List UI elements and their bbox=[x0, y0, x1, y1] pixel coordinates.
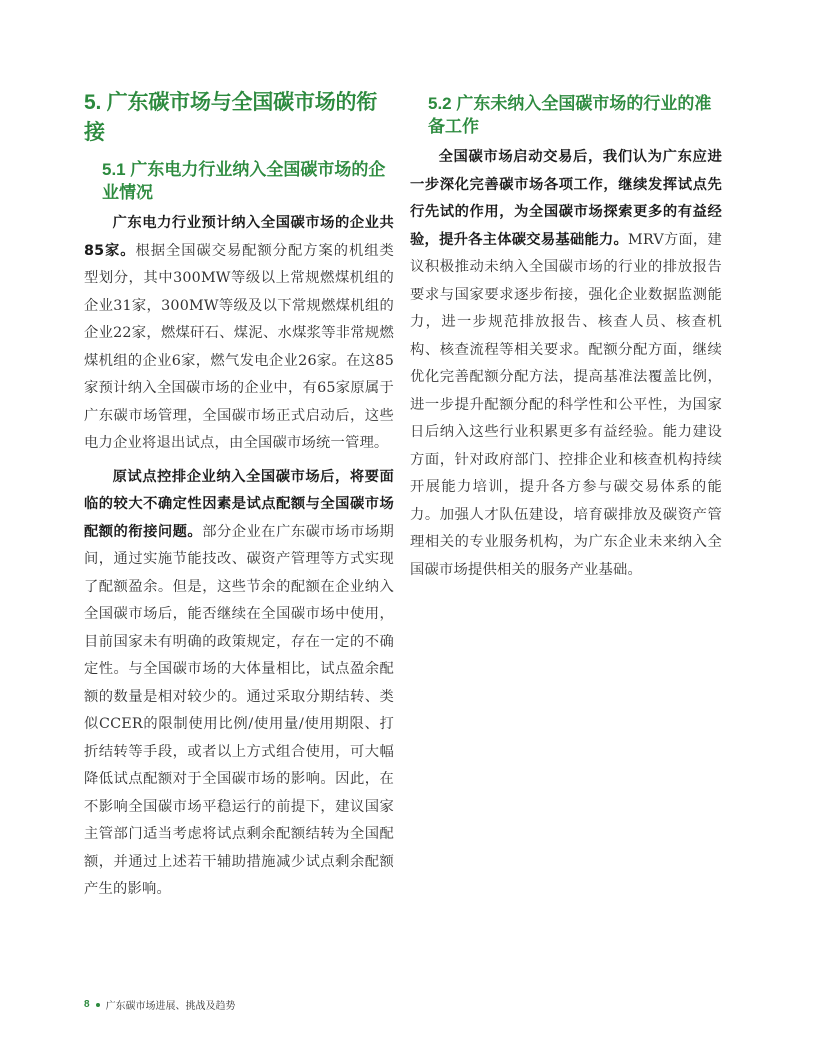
left-column bbox=[84, 88, 394, 910]
paragraph-2-body: 部分企业在广东碳市场市场期间，通过实施节能技改、碳资产管理等方式实现了配额盈余。但是，这些节余的配额在企业纳入全国碳市场后，能否继续在全国碳市场中使用，目前国家未有明确的政策规定，存在一定的不确定性。与全国碳市场的大体量相比，试点盈余配额的数量是相对较少的。通过采取分期结转、类似CCER的限制使用比例/使用量/使用期限、打折结转等手段，或者以上方式组合使用，可大幅降低试点配额对于全国碳市场的影响。因此，在不影响全国碳市场平稳运行的前提下，建议国家主管部门适当考虑将试点剩余配额结转为全国配额，并通过上述若干辅助措施减少试点剩余配额产生的影响。 bbox=[84, 523, 394, 897]
page-footer bbox=[84, 997, 236, 1012]
right-column bbox=[410, 88, 722, 590]
page-number: 8 bbox=[84, 999, 90, 1010]
subsection-title-5-1: 5.1 广东电力行业纳入全国碳市场的企业情况 bbox=[102, 160, 386, 202]
paragraph-1 bbox=[84, 210, 394, 458]
paragraph-3-lead: 全国碳市场启动交易后，我们认为广东应进一步深化完善碳市场各项工作，继续发挥试点先行先试的作用，为全国碳市场探索更多的有益经验，提升各主体碳交易基础能力。 bbox=[410, 149, 722, 248]
subsection-title-5-2: 5.2 广东未纳入全国碳市场的行业的准备工作 bbox=[428, 94, 712, 136]
paragraph-3 bbox=[410, 144, 722, 584]
paragraph-2 bbox=[84, 464, 394, 904]
paragraph-2-lead: 原试点控排企业纳入全国碳市场后，将要面临的较大不确定性因素是试点配额与全国碳市场配额的衔接问题。 bbox=[84, 468, 394, 540]
section-title: 5. 广东碳市场与全国碳市场的衔接 bbox=[84, 91, 378, 144]
paragraph-3-body: MRV方面，建议积极推动未纳入全国碳市场的行业的排放报告要求与国家要求逐步衔接，强化企业数据监测能力，进一步规范排放报告、核查人员、核查机构、核查流程等相关要求。配额分配方面，继续优化完善配额分配方法，提高基准法覆盖比例，进一步提升配额分配的科学性和公平性，为国家日后纳入这些行业积累更多有益经验。能力建设方面，针对政府部门、控排企业和核查机构持续开展能力培训，提升各方参与碳交易体系的能力。加强人才队伍建设，培育碳排放及碳资产管理相关的专业服务机构，为广东企业未来纳入全国碳市场提供相关的服务产业基础。 bbox=[410, 231, 722, 578]
footer-doc-title: 广东碳市场进展、挑战及趋势 bbox=[105, 1001, 236, 1012]
paragraph-1-lead: 广东电力行业预计纳入全国碳市场的企业共85家。 bbox=[84, 215, 394, 259]
bullet-dot-icon bbox=[96, 1003, 100, 1007]
paragraph-1-body: 根据全国碳交易配额分配方案的机组类型划分，其中300MW等级以上常规燃煤机组的企业31家，300MW等级及以下常规燃煤机组的企业22家，燃煤矸石、煤泥、水煤浆等非常规燃煤机组的企业6家，燃气发电企业26家。在这85家预计纳入全国碳市场的企业中，有65家原属于广东碳市场管理，全国碳市场正式启动后，这些电力企业将退出试点，由全国碳市场统一管理。 bbox=[84, 242, 394, 451]
